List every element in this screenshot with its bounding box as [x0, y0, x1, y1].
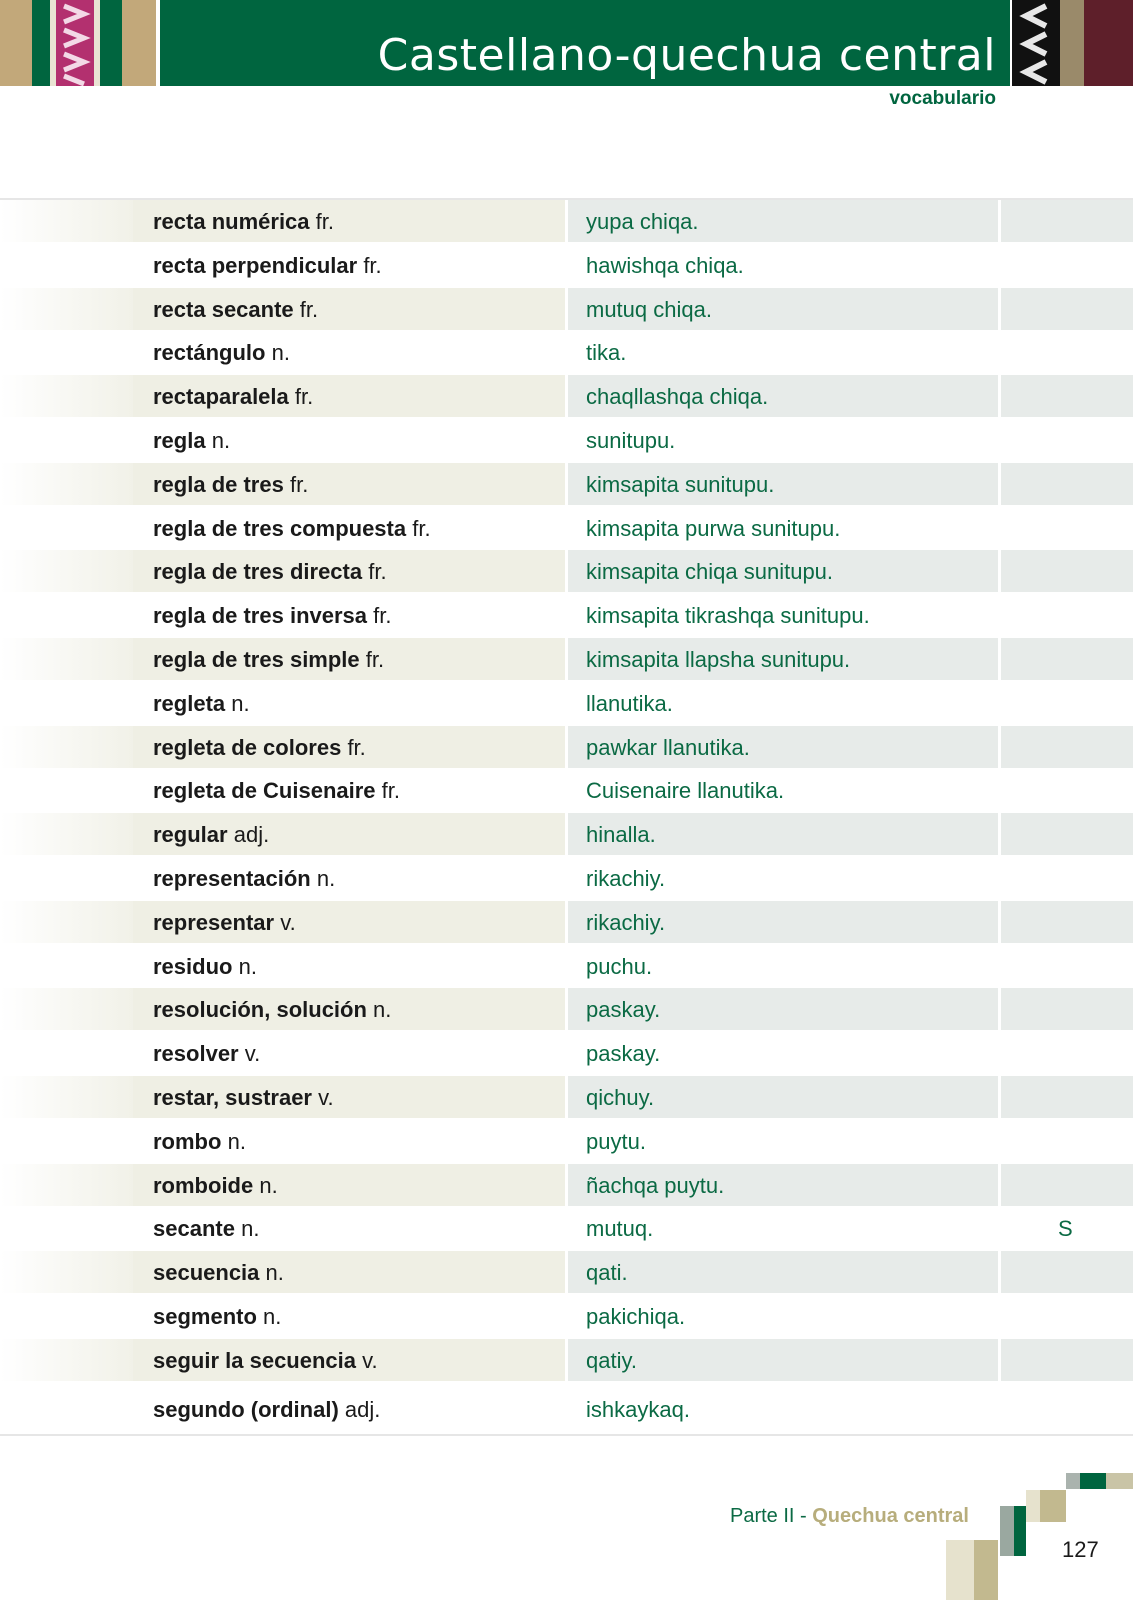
quechua-cell — [568, 638, 998, 680]
spanish-entry — [153, 866, 335, 892]
quechua-cell — [568, 988, 998, 1030]
header-stripe-tan-2 — [122, 0, 156, 86]
header-stripe-green-2 — [100, 0, 122, 86]
quechua-translation: ñachqa puytu. — [586, 1172, 725, 1198]
spanish-entry — [153, 822, 269, 848]
row-left-margin — [0, 375, 133, 417]
page-number: 127 — [1062, 1537, 1099, 1562]
part-of-speech: fr. — [373, 603, 392, 629]
quechua-cell — [568, 857, 998, 899]
table-row — [0, 769, 1133, 813]
row-left-margin — [0, 550, 133, 592]
row-left-margin — [0, 901, 133, 943]
table-row — [0, 200, 1133, 244]
quechua-translation: kimsapita sunitupu. — [586, 471, 775, 497]
spanish-cell — [133, 375, 565, 417]
part-of-speech: fr. — [299, 296, 319, 322]
row-left-margin — [0, 1076, 133, 1118]
header-stripe-green-1 — [32, 0, 50, 86]
part-of-speech: n. — [227, 1128, 246, 1154]
header-pattern-black — [1012, 0, 1060, 86]
part-of-speech: n. — [241, 1216, 260, 1242]
row-left-margin — [0, 1120, 133, 1162]
part-of-speech: adj. — [344, 1396, 381, 1422]
quechua-translation: mutuq chiqa. — [586, 296, 712, 322]
row-left-margin — [0, 813, 133, 855]
row-left-margin — [0, 769, 133, 811]
spanish-term: regla de tres — [153, 471, 284, 497]
quechua-translation: qichuy. — [586, 1084, 655, 1110]
spanish-cell — [133, 1120, 565, 1162]
spanish-entry — [153, 1085, 334, 1111]
row-right-margin — [1001, 200, 1133, 242]
row-right-margin — [1001, 419, 1133, 461]
spanish-term: segundo (ordinal) — [153, 1396, 339, 1422]
part-of-speech: n. — [265, 1260, 284, 1286]
footer-block-5 — [1040, 1490, 1066, 1522]
quechua-translation: kimsapita chiqa sunitupu. — [586, 559, 834, 585]
spanish-entry — [153, 691, 250, 717]
part-of-speech: n. — [259, 1172, 278, 1198]
spanish-term: rectángulo — [153, 340, 266, 366]
footer-part-name: Quechua central — [812, 1505, 969, 1527]
spanish-entry — [153, 1348, 378, 1374]
quechua-cell — [568, 463, 998, 505]
part-of-speech: n. — [263, 1303, 282, 1329]
quechua-translation: kimsapita llapsha sunitupu. — [586, 646, 851, 672]
table-row — [0, 288, 1133, 332]
spanish-term: regleta — [153, 690, 226, 716]
row-left-margin — [0, 945, 133, 987]
quechua-cell — [568, 419, 998, 461]
spanish-term: seguir la secuencia — [153, 1347, 356, 1373]
row-right-margin — [1001, 988, 1133, 1030]
row-right-margin — [1001, 682, 1133, 724]
quechua-translation: yupa chiqa. — [586, 209, 699, 234]
spanish-entry — [153, 1173, 278, 1199]
spanish-entry — [153, 1397, 380, 1423]
table-row — [0, 1295, 1133, 1339]
spanish-term: representación — [153, 865, 311, 891]
part-of-speech: n. — [373, 997, 392, 1023]
part-of-speech: n. — [271, 340, 290, 366]
spanish-entry — [153, 603, 391, 629]
row-right-margin — [1001, 726, 1133, 768]
row-left-margin — [0, 594, 133, 636]
row-left-margin — [0, 1164, 133, 1206]
spanish-term: resolución, solución — [153, 997, 367, 1023]
spanish-entry — [153, 778, 400, 804]
table-row — [0, 857, 1133, 901]
row-right-margin — [1001, 1076, 1133, 1118]
section-letter-marker: S — [1058, 1216, 1073, 1242]
table-row — [0, 1339, 1133, 1383]
spanish-term: regular — [153, 822, 228, 848]
part-of-speech: fr. — [289, 471, 309, 497]
table-row — [0, 988, 1133, 1032]
quechua-translation: tika. — [586, 340, 627, 366]
spanish-term: residuo — [153, 953, 233, 979]
spanish-entry — [153, 997, 391, 1023]
part-of-speech: v. — [244, 1041, 261, 1067]
spanish-entry — [153, 1304, 281, 1330]
quechua-translation: qati. — [586, 1260, 628, 1286]
table-row — [0, 419, 1133, 463]
part-of-speech: v. — [318, 1084, 334, 1110]
footer-part-prefix: Parte II - — [730, 1505, 813, 1527]
spanish-term: secuencia — [153, 1260, 260, 1286]
part-of-speech: fr. — [347, 734, 366, 760]
row-left-margin — [0, 1383, 133, 1425]
spanish-entry — [153, 516, 431, 542]
quechua-translation: pakichiqa. — [586, 1303, 686, 1329]
spanish-entry — [153, 559, 387, 585]
spanish-cell — [133, 1251, 565, 1293]
row-left-margin — [0, 1032, 133, 1074]
vocabulary-table — [0, 200, 1133, 1439]
row-right-margin — [1001, 901, 1133, 943]
spanish-cell — [133, 463, 565, 505]
spanish-cell — [133, 331, 565, 373]
spanish-entry — [153, 1041, 260, 1067]
row-right-margin — [1001, 769, 1133, 811]
spanish-term: rombo — [153, 1128, 222, 1154]
quechua-translation: llanutika. — [586, 690, 673, 716]
table-row — [0, 1120, 1133, 1164]
spanish-term: romboide — [153, 1172, 254, 1198]
row-left-margin — [0, 1251, 133, 1293]
quechua-translation: rikachiy. — [586, 865, 666, 891]
table-row — [0, 1076, 1133, 1120]
row-right-margin — [1001, 331, 1133, 373]
quechua-cell — [568, 1295, 998, 1337]
spanish-term: regla de tres compuesta — [153, 515, 407, 541]
quechua-translation: qatiy. — [586, 1347, 637, 1373]
row-right-margin — [1001, 1120, 1133, 1162]
footer-block-2 — [1080, 1473, 1106, 1489]
row-left-margin — [0, 682, 133, 724]
quechua-cell — [568, 901, 998, 943]
spanish-term: secante — [153, 1216, 235, 1242]
row-right-margin — [1001, 1207, 1133, 1249]
table-row — [0, 1383, 1133, 1439]
quechua-cell — [568, 1251, 998, 1293]
row-right-margin — [1001, 1295, 1133, 1337]
row-right-margin — [1001, 1339, 1133, 1381]
part-of-speech: v. — [362, 1347, 378, 1373]
spanish-term: representar — [153, 909, 275, 935]
table-row — [0, 813, 1133, 857]
table-row — [0, 244, 1133, 288]
spanish-cell — [133, 1295, 565, 1337]
row-right-margin — [1001, 375, 1133, 417]
part-of-speech: fr. — [412, 515, 431, 541]
row-left-margin — [0, 638, 133, 680]
spanish-cell — [133, 857, 565, 899]
part-of-speech: n. — [316, 865, 336, 891]
row-left-margin — [0, 463, 133, 505]
part-of-speech: fr. — [315, 209, 334, 234]
row-right-margin — [1001, 244, 1133, 286]
quechua-translation: chaqllashqa chiqa. — [586, 384, 769, 410]
row-left-margin — [0, 419, 133, 461]
table-row — [0, 331, 1133, 375]
row-left-margin — [0, 1207, 133, 1249]
header-stripe-tan-1 — [0, 0, 32, 86]
table-row — [0, 1207, 1133, 1251]
quechua-cell — [568, 244, 998, 286]
quechua-cell — [568, 1383, 998, 1425]
quechua-cell — [568, 1207, 998, 1249]
spanish-entry — [153, 428, 230, 454]
spanish-cell — [133, 419, 565, 461]
table-row — [0, 550, 1133, 594]
quechua-cell — [568, 550, 998, 592]
header-band — [160, 0, 1010, 86]
spanish-entry — [153, 1260, 284, 1286]
row-left-margin — [0, 988, 133, 1030]
spanish-cell — [133, 988, 565, 1030]
quechua-translation: paskay. — [586, 1041, 661, 1067]
header-stripe-tan-3 — [1060, 0, 1084, 86]
spanish-entry — [153, 253, 382, 279]
spanish-entry — [153, 735, 366, 761]
quechua-cell — [568, 769, 998, 811]
spanish-entry — [153, 384, 313, 410]
spanish-cell — [133, 200, 565, 242]
footer-part-label — [730, 1505, 969, 1528]
spanish-entry — [153, 209, 334, 235]
spanish-cell — [133, 638, 565, 680]
spanish-entry — [153, 297, 318, 323]
row-left-margin — [0, 507, 133, 549]
spanish-term: recta numérica — [153, 209, 310, 234]
quechua-cell — [568, 1164, 998, 1206]
row-right-margin — [1001, 945, 1133, 987]
spanish-cell — [133, 288, 565, 330]
footer-block-7 — [1014, 1506, 1026, 1556]
footer-block-9 — [974, 1540, 998, 1600]
quechua-cell — [568, 1120, 998, 1162]
part-of-speech: fr. — [365, 646, 385, 672]
quechua-cell — [568, 375, 998, 417]
quechua-translation: paskay. — [586, 997, 661, 1023]
page-subtitle: vocabulario — [889, 88, 996, 109]
part-of-speech: n. — [211, 427, 231, 453]
spanish-cell — [133, 1383, 565, 1425]
spanish-term: recta secante — [153, 296, 294, 322]
quechua-translation: Cuisenaire llanutika. — [586, 778, 785, 804]
spanish-term: resolver — [153, 1041, 239, 1067]
row-left-margin — [0, 857, 133, 899]
quechua-cell — [568, 288, 998, 330]
quechua-translation: hawishqa chiqa. — [586, 252, 744, 278]
part-of-speech: n. — [238, 953, 257, 979]
quechua-cell — [568, 1076, 998, 1118]
quechua-translation: rikachiy. — [586, 909, 666, 935]
spanish-term: rectaparalela — [153, 384, 289, 410]
spanish-cell — [133, 1339, 565, 1381]
quechua-translation: ishkaykaq. — [586, 1396, 690, 1422]
quechua-cell — [568, 726, 998, 768]
footer-block-6 — [1000, 1506, 1014, 1556]
quechua-cell — [568, 200, 998, 242]
row-right-margin — [1001, 1032, 1133, 1074]
row-right-margin — [1001, 1383, 1133, 1425]
table-row — [0, 463, 1133, 507]
spanish-cell — [133, 550, 565, 592]
spanish-entry — [153, 472, 308, 498]
quechua-cell — [568, 1339, 998, 1381]
part-of-speech: fr. — [368, 559, 387, 585]
header-pattern-magenta — [56, 0, 94, 86]
table-row — [0, 682, 1133, 726]
spanish-cell — [133, 507, 565, 549]
spanish-term: regla — [153, 427, 206, 453]
spanish-entry — [153, 1129, 246, 1155]
spanish-cell — [133, 1032, 565, 1074]
row-left-margin — [0, 288, 133, 330]
quechua-cell — [568, 1032, 998, 1074]
row-right-margin — [1001, 594, 1133, 636]
row-right-margin — [1001, 507, 1133, 549]
row-right-margin — [1001, 857, 1133, 899]
spanish-term: regla de tres directa — [153, 559, 363, 585]
quechua-cell — [568, 331, 998, 373]
quechua-translation: puchu. — [586, 953, 653, 979]
row-right-margin — [1001, 638, 1133, 680]
quechua-translation: kimsapita tikrashqa sunitupu. — [586, 603, 870, 629]
spanish-cell — [133, 594, 565, 636]
quechua-translation: puytu. — [586, 1128, 646, 1154]
spanish-cell — [133, 682, 565, 724]
row-right-margin — [1001, 550, 1133, 592]
spanish-cell — [133, 1164, 565, 1206]
quechua-cell — [568, 682, 998, 724]
quechua-translation: sunitupu. — [586, 427, 676, 453]
spanish-cell — [133, 1207, 565, 1249]
table-row — [0, 638, 1133, 682]
spanish-entry — [153, 910, 296, 936]
row-right-margin — [1001, 463, 1133, 505]
table-row — [0, 945, 1133, 989]
spanish-entry — [153, 340, 290, 366]
spanish-entry — [153, 954, 257, 980]
table-row — [0, 507, 1133, 551]
table-row — [0, 726, 1133, 770]
table-row — [0, 901, 1133, 945]
spanish-cell — [133, 726, 565, 768]
part-of-speech: adj. — [233, 822, 270, 848]
quechua-translation: pawkar llanutika. — [586, 734, 750, 760]
spanish-term: regleta de colores — [153, 734, 342, 760]
row-left-margin — [0, 331, 133, 373]
spanish-cell — [133, 901, 565, 943]
part-of-speech: fr. — [294, 384, 314, 410]
spanish-term: regla de tres simple — [153, 646, 360, 672]
footer-block-3 — [1106, 1473, 1133, 1489]
spanish-cell — [133, 813, 565, 855]
spanish-term: regla de tres inversa — [153, 603, 368, 629]
part-of-speech: v. — [280, 909, 296, 935]
table-row — [0, 1164, 1133, 1208]
part-of-speech: fr. — [363, 252, 382, 278]
quechua-cell — [568, 945, 998, 987]
spanish-cell — [133, 1076, 565, 1118]
row-left-margin — [0, 1339, 133, 1381]
row-right-margin — [1001, 1164, 1133, 1206]
row-left-margin — [0, 200, 133, 242]
spanish-term: recta perpendicular — [153, 252, 358, 278]
spanish-cell — [133, 769, 565, 811]
quechua-cell — [568, 594, 998, 636]
part-of-speech: fr. — [381, 778, 401, 804]
row-right-margin — [1001, 813, 1133, 855]
spanish-entry — [153, 647, 384, 673]
spanish-term: restar, sustraer — [153, 1084, 312, 1110]
spanish-term: regleta de Cuisenaire — [153, 778, 376, 804]
row-left-margin — [0, 244, 133, 286]
part-of-speech: n. — [231, 690, 250, 716]
quechua-cell — [568, 813, 998, 855]
spanish-term: segmento — [153, 1303, 257, 1329]
row-left-margin — [0, 726, 133, 768]
spanish-cell — [133, 244, 565, 286]
table-row — [0, 594, 1133, 638]
row-left-margin — [0, 1295, 133, 1337]
quechua-cell — [568, 507, 998, 549]
table-row — [0, 1032, 1133, 1076]
table-row — [0, 375, 1133, 419]
header-stripe-burgundy — [1084, 0, 1133, 86]
quechua-translation: mutuq. — [586, 1216, 654, 1242]
row-right-margin — [1001, 288, 1133, 330]
spanish-cell — [133, 945, 565, 987]
row-right-margin — [1001, 1251, 1133, 1293]
quechua-translation: hinalla. — [586, 822, 656, 848]
page-title: Castellano-quechua central — [377, 30, 996, 81]
quechua-translation: kimsapita purwa sunitupu. — [586, 515, 841, 541]
table-row — [0, 1251, 1133, 1295]
spanish-entry — [153, 1216, 259, 1242]
